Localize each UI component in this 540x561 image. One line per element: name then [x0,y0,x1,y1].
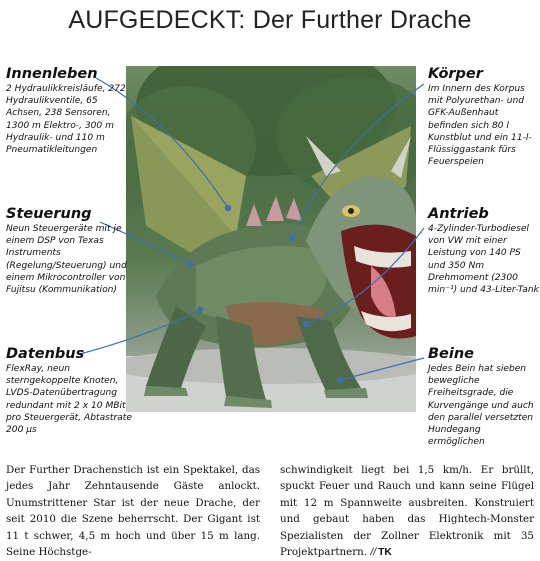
annotation-heading: Körper [428,66,483,82]
author-signature [370,547,391,558]
dragon-photo [126,66,416,412]
annotation-steuerung [6,206,132,296]
annotation-beine [428,346,540,448]
annotation-heading: Innenleben [6,66,98,82]
signature-slashes: // [370,547,377,559]
dragon-illustration [126,66,416,412]
annotation-antrieb [428,206,540,296]
annotation-koerper [428,66,540,168]
page-title: AUFGEDECKT: Der Further Drache [68,6,472,34]
annotation-text: Jedes Bein hat sieben bewegliche Freiheitsgrade, die Kurvengänge und auch den parallel versetzten Hundegang ermöglichen [428,364,534,448]
annotation-heading: Datenbus [6,346,85,362]
annotation-heading: Steuerung [6,206,92,222]
annotation-innenleben [6,66,132,156]
annotation-datenbus [6,346,132,436]
annotation-text: Im Innern des Korpus mit Polyurethan- und GFK-Außenhaut befinden sich 80 l Kunstblut und ein 11-l-Flüssiggastank fürs Feuerspeien [428,84,532,168]
body-column-1: Der Further Drachenstich ist ein Spektakel, das jedes Jahr Zehntausende Gäste anlockt. Unumstrittener Star ist der neue Drache, der seit 2010 die Szene beherrscht. Der Gigant ist 11 t schwer, 4,5 m hoch und über 15 m lang. Seine Höchstge- [6,464,260,559]
annotation-heading: Beine [428,346,475,362]
signature-author: TK [378,547,392,559]
annotation-heading: Antrieb [428,206,489,222]
body-column-2 [280,462,534,561]
annotation-text: FlexRay, neun sterngekoppelte Knoten, LVDS-Datenübertragung redundant mit 2 x 10 MBit pro Steuergerät, Abtastrate 200 µs [6,364,132,436]
body-column-2-text: schwindigkeit liegt bei 1,5 km/h. Er brüllt, spuckt Feuer und Rauch und kann seine Flügel mit 12 m Spannweite ausbreiten. Konstruiert und gebaut haben das Hightech-Monster Spezialisten der Zollner Elektronik mit 35 Projektpartnern. [280,464,534,559]
annotation-text: Neun Steuergeräte mit je einem DSP von Texas Instruments (Regelung/Steuerung) und einem Mikrocontroller von Fujitsu (Kommunikation) [6,224,127,296]
annotation-text: 4-Zylinder-Turbodiesel von VW mit einer Leistung von 140 PS und 350 Nm Drehmoment (2300 min⁻¹) und 43-Liter-Tank [428,224,539,296]
annotation-text: 2 Hydraulikkreisläufe, 272 Hydraulikventile, 65 Achsen, 238 Sensoren, 1300 m Elektro-, 300 m Hydraulik- und 110 m Pneumatikleitungen [6,84,126,156]
